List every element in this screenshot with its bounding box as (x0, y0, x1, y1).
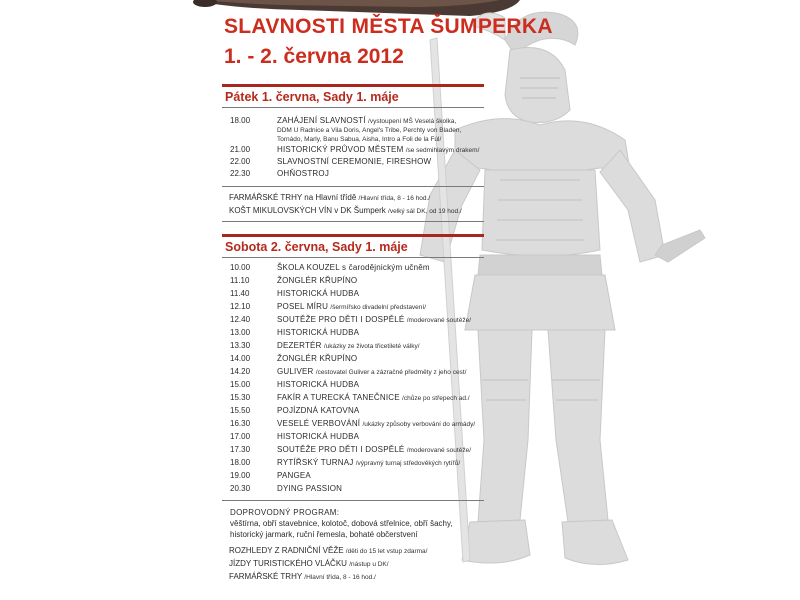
event-name: RYTÍŘSKÝ TURNAJ (277, 458, 354, 467)
festival-title: SLAVNOSTI MĚSTA ŠUMPERKA (224, 15, 553, 38)
event-name: POJÍZDNÁ KATOVNA (277, 406, 360, 415)
event-name: DEZERTÉR (277, 341, 322, 350)
event-name: OHŇOSTROJ (277, 169, 330, 178)
event-time: 13.00 (230, 328, 251, 337)
event-time: 11.10 (230, 276, 250, 285)
event-note-line: Tornádo, Marly, Banu Sabua, Aisha, Intro a Foli de la Fúl/ (277, 135, 442, 143)
program-extra-line (229, 559, 389, 570)
extra-note: /Hlavní třída, 8 - 16 hod./ (358, 195, 431, 202)
event-item (277, 393, 470, 404)
event-time: 15.00 (230, 380, 251, 389)
event-time: 20.30 (230, 484, 251, 493)
event-name: ŽONGLÉR KŘUPÍNO (277, 354, 358, 363)
event-time: 21.00 (230, 145, 251, 154)
program-extra-line (229, 546, 427, 557)
event-time: 16.30 (230, 419, 251, 428)
event-item (277, 276, 357, 287)
event-time: 14.00 (230, 354, 251, 363)
event-note: /vystoupení MŠ Veselá školka, (368, 118, 457, 125)
event-time: 15.30 (230, 393, 251, 402)
event-time: 12.40 (230, 315, 251, 324)
event-name: SOUTĚŽE PRO DĚTI I DOSPĚLÉ (277, 445, 405, 454)
event-item (277, 341, 420, 352)
friday-heading: Pátek 1. června, Sady 1. máje (225, 90, 399, 104)
extra-name: ROZHLEDY Z RADNIČNÍ VĚŽE (229, 546, 344, 555)
event-name: ZAHÁJENÍ SLAVNOSTÍ (277, 116, 366, 125)
armored-knight-illustration (420, 12, 705, 564)
event-time: 22.00 (230, 157, 251, 166)
program-extra-line (229, 572, 376, 583)
extra-note: /Hlavní třída, 8 - 16 hod./ (304, 574, 376, 581)
event-item (277, 432, 359, 443)
event-time: 14.20 (230, 367, 251, 376)
event-note: /se sedmihlavým drakem/ (405, 147, 480, 154)
event-name: ŽONGLÉR KŘUPÍNO (277, 276, 358, 285)
event-item (277, 302, 426, 313)
friday-bottom-rule (222, 221, 484, 222)
event-name: HISTORICKÁ HUDBA (277, 289, 360, 298)
event-name: POSEL MÍRU (277, 302, 329, 311)
event-item (277, 419, 475, 430)
extra-note: /velký sál DK, od 19 hod./ (388, 208, 462, 215)
event-item (277, 458, 460, 469)
extra-note: /nástup u DK/ (349, 561, 389, 568)
event-item (277, 145, 479, 156)
friday-extra-line (229, 193, 430, 204)
event-note: /moderované soutěže/ (406, 317, 472, 324)
event-item (277, 116, 461, 144)
event-name: HISTORICKÁ HUDBA (277, 328, 360, 337)
event-time: 10.00 (230, 263, 251, 272)
event-name: HISTORICKÝ PRŮVOD MĚSTEM (277, 145, 404, 154)
event-note-line: DDM U Radnice a Vila Doris, Angel's Tribe, Perchty von Bladen, (277, 127, 462, 134)
event-name: SOUTĚŽE PRO DĚTI I DOSPĚLÉ (277, 315, 405, 324)
event-item (277, 157, 431, 167)
event-item (277, 354, 357, 365)
event-time: 19.00 (230, 471, 251, 480)
extra-name: JÍZDY TURISTICKÉHO VLÁČKU (229, 559, 347, 568)
program-title: DOPROVODNÝ PROGRAM: (230, 508, 340, 517)
event-name: GULIVER (277, 367, 314, 376)
event-item (277, 315, 471, 326)
event-time: 18.00 (230, 116, 251, 125)
event-item (277, 169, 329, 179)
friday-extras-rule (222, 186, 484, 187)
event-item (277, 263, 430, 274)
saturday-heading: Sobota 2. června, Sady 1. máje (225, 240, 408, 254)
event-name: HISTORICKÁ HUDBA (277, 432, 360, 441)
event-time: 22.30 (230, 169, 251, 178)
event-note: /výpravný turnaj středověkých rytířů/ (355, 460, 461, 467)
event-time: 18.00 (230, 458, 251, 467)
friday-heading-rule (222, 107, 484, 108)
event-note: /ukázky způsoby verbování do armády/ (362, 421, 476, 428)
friday-top-rule (222, 84, 484, 87)
event-name: VESELÉ VERBOVÁNÍ (277, 419, 361, 428)
event-time: 12.10 (230, 302, 251, 311)
event-item (277, 445, 471, 456)
saturday-top-rule (222, 234, 484, 237)
extra-name: FARMÁŘSKÉ TRHY na Hlavní třídě (229, 193, 357, 202)
event-note: /cestovatel Guliver a zázračné předměty z jeho cest/ (315, 369, 467, 376)
event-time: 17.30 (230, 445, 251, 454)
event-name: PANGEA (277, 471, 311, 480)
event-name: DYING PASSION (277, 484, 343, 493)
event-note: /šermířsko divadelní představení/ (330, 304, 427, 311)
event-time: 15.50 (230, 406, 251, 415)
extra-note: /děti do 15 let vstup zdarma/ (345, 548, 428, 555)
event-item (277, 367, 466, 378)
festival-dates: 1. - 2. června 2012 (224, 45, 404, 68)
event-note: /moderované soutěže/ (406, 447, 472, 454)
event-note: /ukázky ze života třicetileté války/ (323, 343, 420, 350)
friday-extra-line (229, 206, 462, 217)
event-item (277, 484, 342, 495)
program-rule (222, 500, 484, 501)
extra-name: KOŠT MIKULOVSKÝCH VÍN v DK Šumperk (229, 206, 386, 215)
event-name: FAKÍR A TURECKÁ TANEČNICE (277, 393, 400, 402)
event-item (277, 328, 359, 339)
event-note: /chůze po střepech ad./ (402, 395, 470, 402)
event-item (277, 406, 359, 417)
event-time: 13.30 (230, 341, 251, 350)
saturday-heading-rule (222, 257, 484, 258)
event-name: ŠKOLA KOUZEL s čarodějnickým učněm (277, 263, 430, 272)
event-time: 17.00 (230, 432, 251, 441)
event-item (277, 471, 311, 482)
event-time: 11.40 (230, 289, 250, 298)
event-item (277, 289, 359, 300)
program-description: věštírna, obří stavebnice, kolotoč, dobová střelnice, obří šachy, historický jarmark, ruční řemesla, bohaté občerstvení (230, 519, 453, 539)
event-name: SLAVNOSTNÍ CEREMONIE, FIRESHOW (277, 157, 432, 166)
event-name: HISTORICKÁ HUDBA (277, 380, 360, 389)
extra-name: FARMÁŘSKÉ TRHY (229, 572, 303, 581)
event-item (277, 380, 359, 391)
